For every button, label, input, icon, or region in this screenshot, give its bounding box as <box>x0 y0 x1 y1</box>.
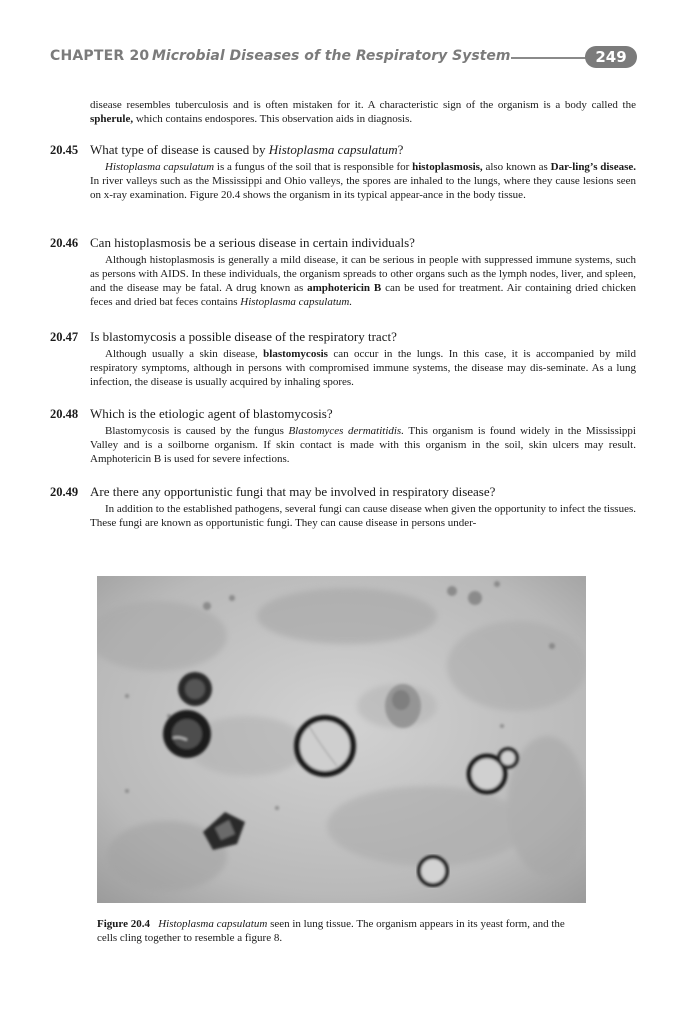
page-number: 249 <box>585 46 637 68</box>
question-number-20-49: 20.49 <box>50 485 79 499</box>
answer-20-46: Although histoplasmosis is generally a mild disease, it can be serious in people with suppressed immune systems, such as persons with AIDS. In these individuals, the organism spreads to other organs such as the lymph nodes, liver, and spleen, and the disease may be fatal. A drug known as amphotericin B can be used for treatment. Air containing dried chicken feces and dried bat feces contains Histoplasma capsulatum. <box>90 254 637 308</box>
chapter-label: CHAPTER 20 <box>50 48 150 64</box>
answer-20-49: In addition to the established pathogens, several fungi can cause disease when given the opportunity to infect the tissues. These fungi are known as opportunistic fungi. They can cause disease in persons under- <box>90 503 636 529</box>
micrograph-figure <box>97 576 586 903</box>
running-header <box>50 46 640 70</box>
micrograph-image <box>97 576 586 903</box>
question-number-20-47: 20.47 <box>50 330 79 344</box>
question-20-49: Are there any opportunistic fungi that may be involved in respiratory disease? <box>90 484 496 499</box>
intro-paragraph: disease resembles tuberculosis and is often mistaken for it. A characteristic sign of the organism is a body called the spherule, which contains endospores. This observation aids in diagnosis. <box>90 99 636 125</box>
chapter-title: Microbial Diseases of the Respiratory System <box>152 48 511 64</box>
answer-20-47: Although usually a skin disease, blastomycosis can occur in the lungs. In this case, it is accompanied by mild respiratory symptoms, although in persons with compromised immune systems, the disease may dis-seminate. As a lung infection, the disease is usually acquired by inhaling spores. <box>90 348 636 388</box>
question-20-45: What type of disease is caused by Histoplasma capsulatum? <box>90 142 404 157</box>
question-number-20-48: 20.48 <box>50 407 79 421</box>
question-20-48: Which is the etiologic agent of blastomycosis? <box>90 406 333 421</box>
question-20-46: Can histoplasmosis be a serious disease in certain individuals? <box>90 235 415 250</box>
question-number-20-46: 20.46 <box>50 236 79 250</box>
figure-caption: Figure 20.4 Histoplasma capsulatum seen in lung tissue. The organism appears in its yeast form, and the cells cling together to resemble a figure 8. <box>97 918 565 944</box>
question-number-20-45: 20.45 <box>50 143 79 157</box>
answer-20-45: Histoplasma capsulatum is a fungus of the soil that is responsible for histoplasmosis, also known as Dar-ling’s disease. In river valleys such as the Mississippi and Ohio valleys, the spores are inhaled to the lungs, where they cause lesions seen on x-ray examination. Figure 20.4 shows the organism in its typical appear-ance in the body tissue. <box>90 161 636 201</box>
answer-20-48: Blastomycosis is caused by the fungus Blastomyces dermatitidis. This organism is found widely in the Mississippi Valley and is a soilborne organism. If skin contact is made with this organism in the soil, skin ulcers may result. Amphotericin B is used for severe infections. <box>90 425 636 465</box>
header-rule <box>511 57 591 59</box>
question-20-47: Is blastomycosis a possible disease of the respiratory tract? <box>90 329 397 344</box>
